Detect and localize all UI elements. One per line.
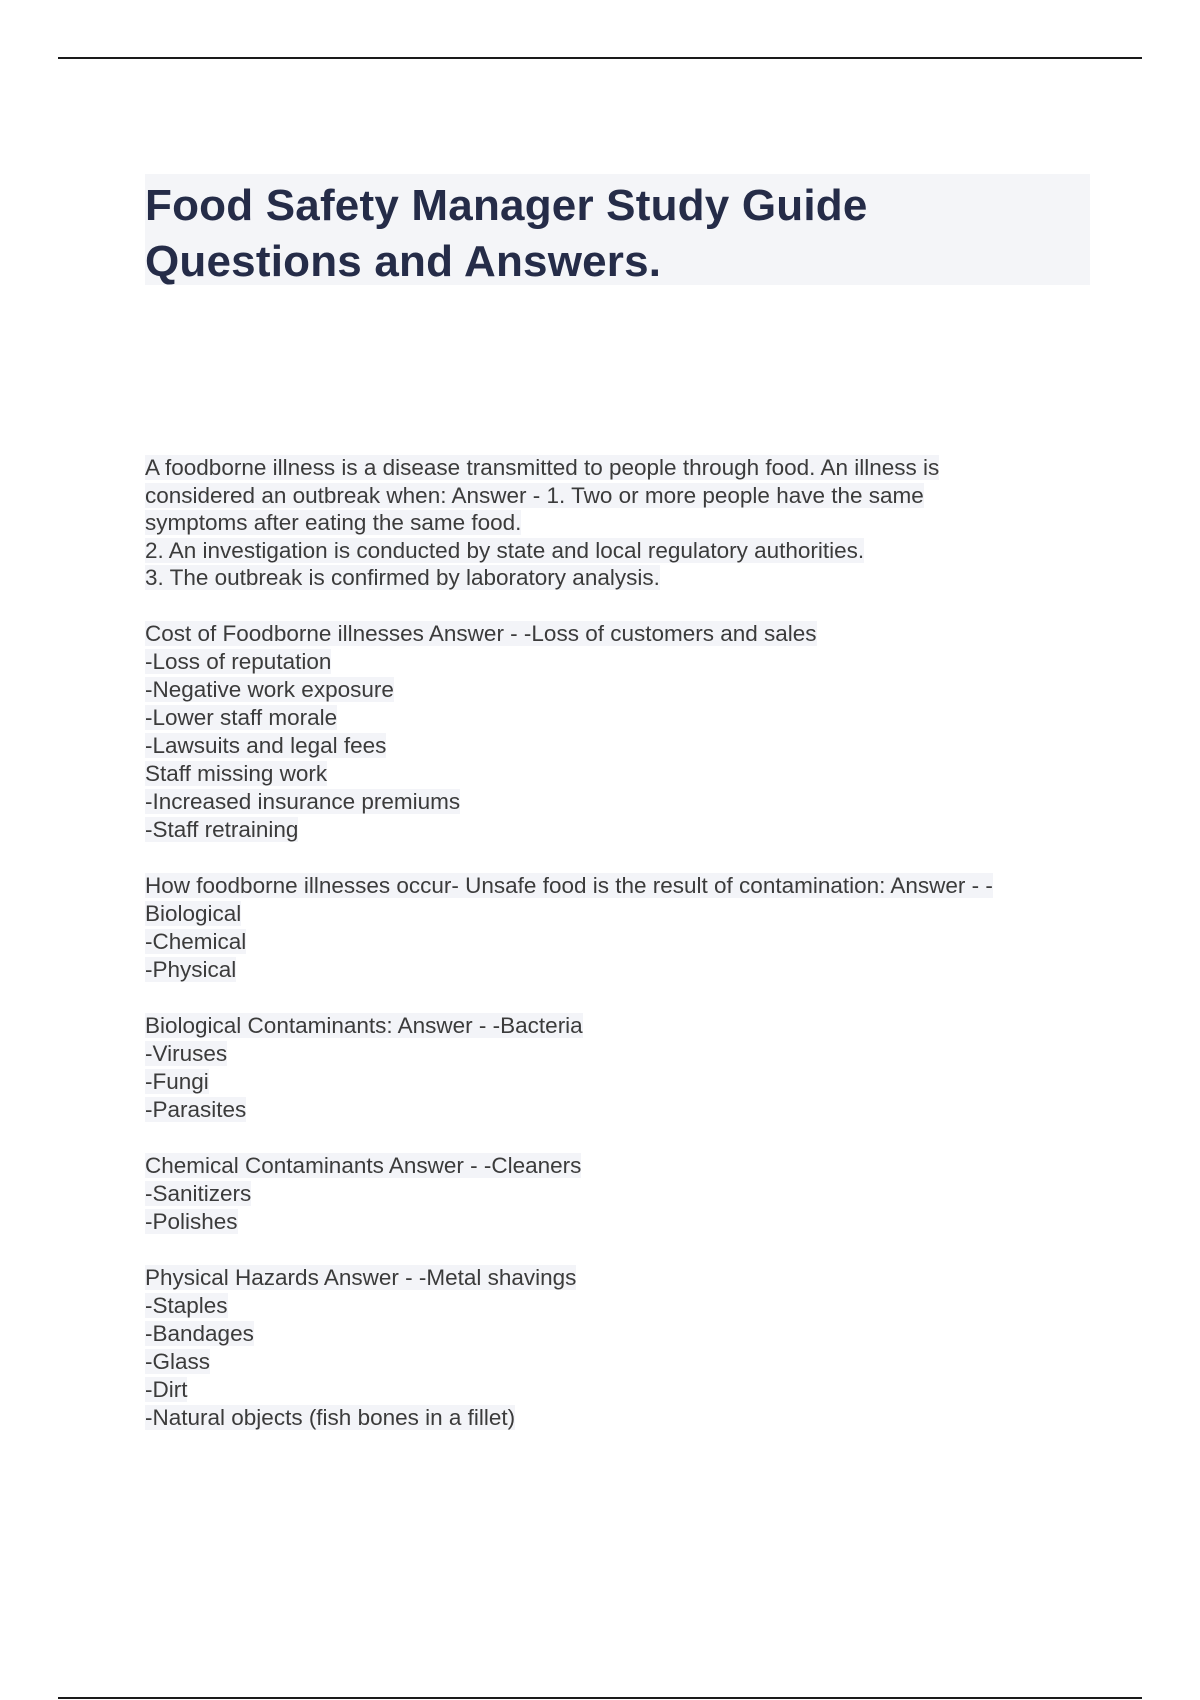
text-line — [145, 509, 1095, 537]
title-block — [145, 174, 1090, 285]
text-line — [145, 454, 1095, 482]
text-line-content: 3. The outbreak is confirmed by laboratory analysis. — [145, 565, 660, 590]
text-line — [145, 648, 1095, 676]
text-line-content: -Glass — [145, 1348, 211, 1374]
text-line-content: Chemical Contaminants Answer - -Cleaners — [145, 1152, 582, 1178]
text-line-content: -Parasites — [145, 1096, 247, 1122]
text-line — [145, 482, 1095, 510]
text-line — [145, 676, 1095, 704]
qa-section — [145, 872, 1095, 984]
text-line-content: How foodborne illnesses occur- Unsafe food is the result of contamination: Answer - - — [145, 872, 993, 898]
text-line-content: considered an outbreak when: Answer - 1. Two or more people have the same — [145, 482, 924, 508]
text-line — [145, 1152, 1095, 1180]
text-line — [145, 704, 1095, 732]
text-line-content: -Viruses — [145, 1040, 228, 1066]
text-line — [145, 956, 1095, 984]
text-line — [145, 1180, 1095, 1208]
text-line — [145, 788, 1095, 816]
text-line — [145, 1208, 1095, 1236]
text-line-content: symptoms after eating the same food. — [145, 510, 522, 535]
page-title — [145, 178, 1090, 290]
text-line — [145, 1292, 1095, 1320]
text-line-content: 2. An investigation is conducted by state and local regulatory authorities. — [145, 537, 865, 563]
text-line-content: -Physical — [145, 956, 237, 982]
text-line-content: Physical Hazards Answer - -Metal shavings — [145, 1264, 577, 1290]
title-line-1: Food Safety Manager Study Guide — [145, 181, 868, 230]
text-line-content: A foodborne illness is a disease transmitted to people through food. An illness is — [145, 455, 940, 480]
text-line — [145, 537, 1095, 565]
header-rule — [58, 57, 1142, 59]
title-line-2: Questions and Answers. — [145, 237, 662, 286]
text-line-content: -Polishes — [145, 1208, 238, 1234]
text-line-content: -Negative work exposure — [145, 676, 394, 702]
text-line-content: -Sanitizers — [145, 1180, 252, 1206]
text-line-content: -Staples — [145, 1292, 228, 1318]
text-line — [145, 1376, 1095, 1404]
text-line — [145, 1040, 1095, 1068]
text-line — [145, 1348, 1095, 1376]
text-line-content: Biological Contaminants: Answer - -Bacteria — [145, 1012, 583, 1038]
footer-rule — [58, 1697, 1142, 1699]
qa-section — [145, 620, 1095, 844]
text-line — [145, 564, 1095, 592]
text-line-content: -Loss of reputation — [145, 648, 332, 674]
text-line-content: Biological — [145, 900, 242, 926]
document-body — [145, 454, 1095, 1460]
text-line — [145, 1096, 1095, 1124]
text-line-content: -Bandages — [145, 1320, 254, 1346]
qa-section — [145, 1152, 1095, 1236]
qa-section — [145, 454, 1095, 592]
text-line-content: -Staff retraining — [145, 816, 299, 842]
text-line-content: -Increased insurance premiums — [145, 788, 461, 814]
text-line-content: Cost of Foodborne illnesses Answer - -Loss of customers and sales — [145, 620, 817, 646]
text-line — [145, 732, 1095, 760]
text-line-content: Staff missing work — [145, 760, 328, 786]
text-line — [145, 928, 1095, 956]
text-line-content: -Fungi — [145, 1068, 209, 1094]
text-line-content: -Chemical — [145, 928, 247, 954]
text-line — [145, 900, 1095, 928]
text-line — [145, 1068, 1095, 1096]
text-line — [145, 1012, 1095, 1040]
text-line — [145, 1404, 1095, 1432]
text-line — [145, 620, 1095, 648]
text-line — [145, 1320, 1095, 1348]
text-line-content: -Lawsuits and legal fees — [145, 732, 387, 758]
text-line-content: -Lower staff morale — [145, 704, 338, 730]
qa-section — [145, 1264, 1095, 1432]
text-line — [145, 872, 1095, 900]
text-line-content: -Natural objects (fish bones in a fillet) — [145, 1404, 516, 1430]
text-line — [145, 816, 1095, 844]
text-line-content: -Dirt — [145, 1376, 188, 1402]
text-line — [145, 1264, 1095, 1292]
text-line — [145, 760, 1095, 788]
qa-section — [145, 1012, 1095, 1124]
